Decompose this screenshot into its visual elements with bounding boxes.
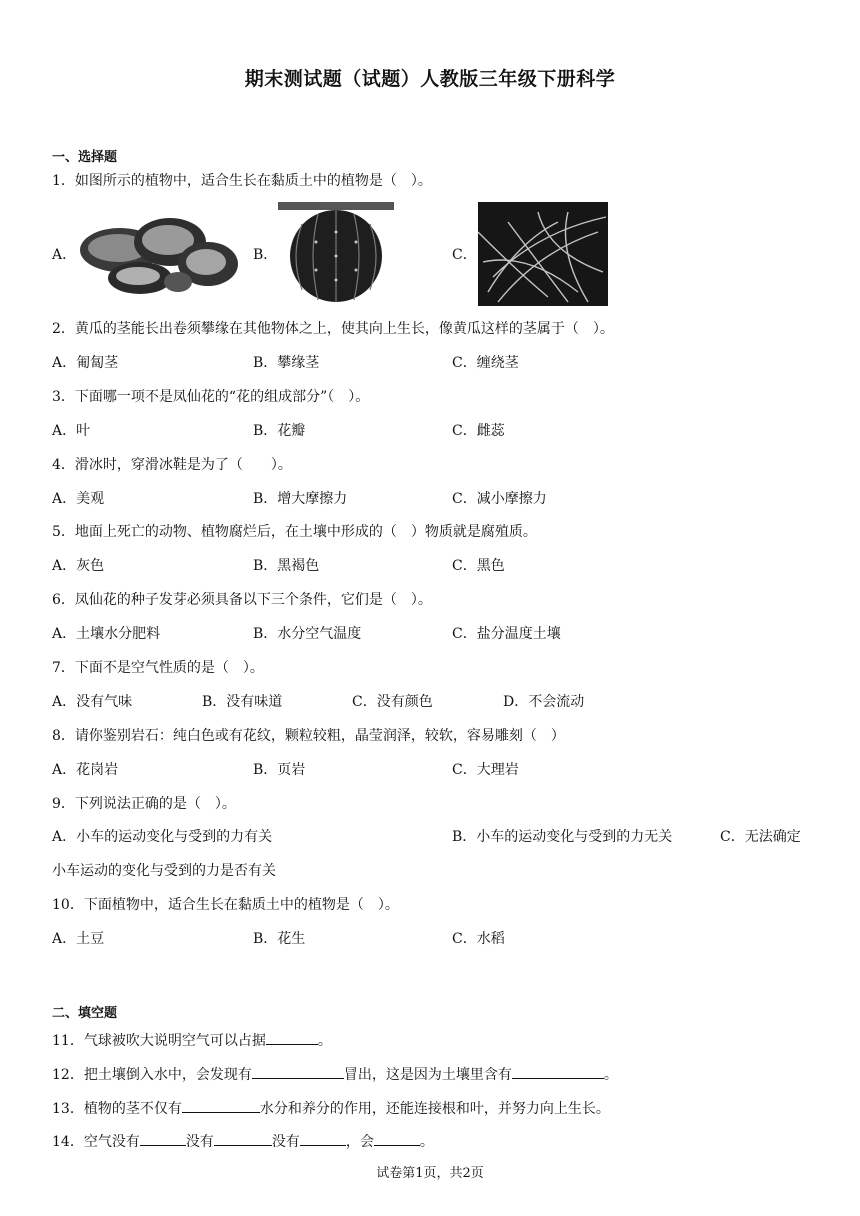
q13-text-1: 13．植物的茎不仅有 (52, 1101, 182, 1117)
q9-option-c: C．无法确定 (720, 829, 801, 845)
q4-option-c: C．减小摩擦力 (452, 491, 547, 507)
q6-option-c: C．盐分温度土壤 (452, 626, 561, 642)
q1-option-a-label: A． (52, 247, 77, 263)
q5-option-c: C．黑色 (452, 558, 505, 574)
q7-option-d: D．不会流动 (503, 694, 585, 710)
q3-option-a: A．叶 (52, 423, 91, 439)
q9-option-a: A．小车的运动变化与受到的力有关 (52, 829, 273, 845)
q11-blank[interactable] (266, 1030, 318, 1045)
section-choice-title: 一、选择题 (52, 150, 118, 165)
question-10: 10．下面植物中，适合生长在黏质土中的植物是（ ）。 (52, 897, 399, 913)
question-12 (52, 1064, 618, 1084)
question-8: 8．请你鉴别岩石：纯白色或有花纹，颗粒较粗，晶莹润泽，较软，容易雕刻（ ） (52, 728, 565, 744)
q10-option-c: C．水稻 (452, 931, 505, 947)
q12-blank-2[interactable] (512, 1064, 604, 1079)
q7-option-c: C．没有颜色 (352, 694, 433, 710)
q3-option-b: B．花瓣 (253, 423, 306, 439)
q14-text-4: ，会 (345, 1134, 374, 1150)
q14-blank-2[interactable] (214, 1131, 272, 1146)
question-7: 7．下面不是空气性质的是（ ）。 (52, 660, 264, 676)
q10-option-b: B．花生 (253, 931, 306, 947)
q13-text-2: 水分和养分的作用，还能连接根和叶，并努力向上生长。 (259, 1101, 610, 1117)
q11-text-2: 。 (317, 1033, 332, 1049)
q10-option-a: A．土豆 (52, 931, 105, 947)
q7-option-b: B．没有味道 (202, 694, 283, 710)
q5-option-a: A．灰色 (52, 558, 105, 574)
q1-option-c-label: C． (452, 247, 477, 263)
q14-text-2: 没有 (185, 1134, 214, 1150)
question-3: 3．下面哪一项不是凤仙花的“花的组成部分”（ ）。 (52, 389, 370, 405)
question-13 (52, 1098, 610, 1118)
q6-option-b: B．水分空气温度 (253, 626, 362, 642)
question-4: 4．滑冰时，穿滑冰鞋是为了（ ）。 (52, 457, 292, 473)
q4-option-b: B．增大摩擦力 (253, 491, 348, 507)
question-9: 9．下列说法正确的是（ ）。 (52, 796, 236, 812)
q7-option-a: A．没有气味 (52, 694, 133, 710)
q12-text-2: 冒出，这是因为土壤里含有 (343, 1067, 512, 1083)
q2-option-c: C．缠绕茎 (452, 355, 519, 371)
question-6: 6．凤仙花的种子发芽必须具备以下三个条件，它们是（ ）。 (52, 592, 432, 608)
q3-option-c: C．雌蕊 (452, 423, 505, 439)
q13-blank[interactable] (182, 1098, 260, 1113)
q1-option-b-label: B． (253, 247, 278, 263)
q12-text-1: 12．把土壤倒入水中，会发现有 (52, 1067, 252, 1083)
q5-option-b: B．黑褐色 (253, 558, 320, 574)
q9-option-b: B．小车的运动变化与受到的力无关 (452, 829, 673, 845)
q8-option-b: B．页岩 (253, 762, 306, 778)
q14-blank-4[interactable] (374, 1131, 420, 1146)
question-2: 2．黄瓜的茎能长出卷须攀缘在其他物体之上，使其向上生长，像黄瓜这样的茎属于（ ）。 (52, 321, 614, 337)
peanut-image (78, 202, 240, 306)
q11-text-1: 11．气球被吹大说明空气可以占据 (52, 1033, 266, 1049)
cactus-image (278, 202, 394, 308)
q14-text-3: 没有 (271, 1134, 300, 1150)
question-11 (52, 1030, 332, 1050)
q2-option-b: B．攀缘茎 (253, 355, 320, 371)
q8-option-c: C．大理岩 (452, 762, 519, 778)
q14-blank-3[interactable] (300, 1131, 346, 1146)
q2-option-a: A．匍匐茎 (52, 355, 119, 371)
q14-text-5: 。 (419, 1134, 434, 1150)
q12-blank-1[interactable] (252, 1064, 344, 1079)
page-footer: 试卷第1页，共2页 (376, 1166, 484, 1181)
q8-option-a: A．花岗岩 (52, 762, 119, 778)
q9-option-c-continued: 小车运动的变化与受到的力是否有关 (52, 863, 276, 879)
page-title: 期末测试题（试题）人教版三年级下册科学 (244, 68, 616, 90)
section-fill-title: 二、填空题 (52, 1006, 118, 1021)
q4-option-a: A．美观 (52, 491, 105, 507)
q14-blank-1[interactable] (140, 1131, 186, 1146)
question-1: 1．如图所示的植物中，适合生长在黏质土中的植物是（ ）。 (52, 173, 432, 189)
rice-plant-image (478, 202, 608, 310)
question-5: 5．地面上死亡的动物、植物腐烂后，在土壤中形成的（ ）物质就是腐殖质。 (52, 524, 537, 540)
q14-text-1: 14．空气没有 (52, 1134, 140, 1150)
q6-option-a: A．土壤水分肥料 (52, 626, 161, 642)
question-14 (52, 1131, 434, 1151)
q12-text-3: 。 (603, 1067, 618, 1083)
